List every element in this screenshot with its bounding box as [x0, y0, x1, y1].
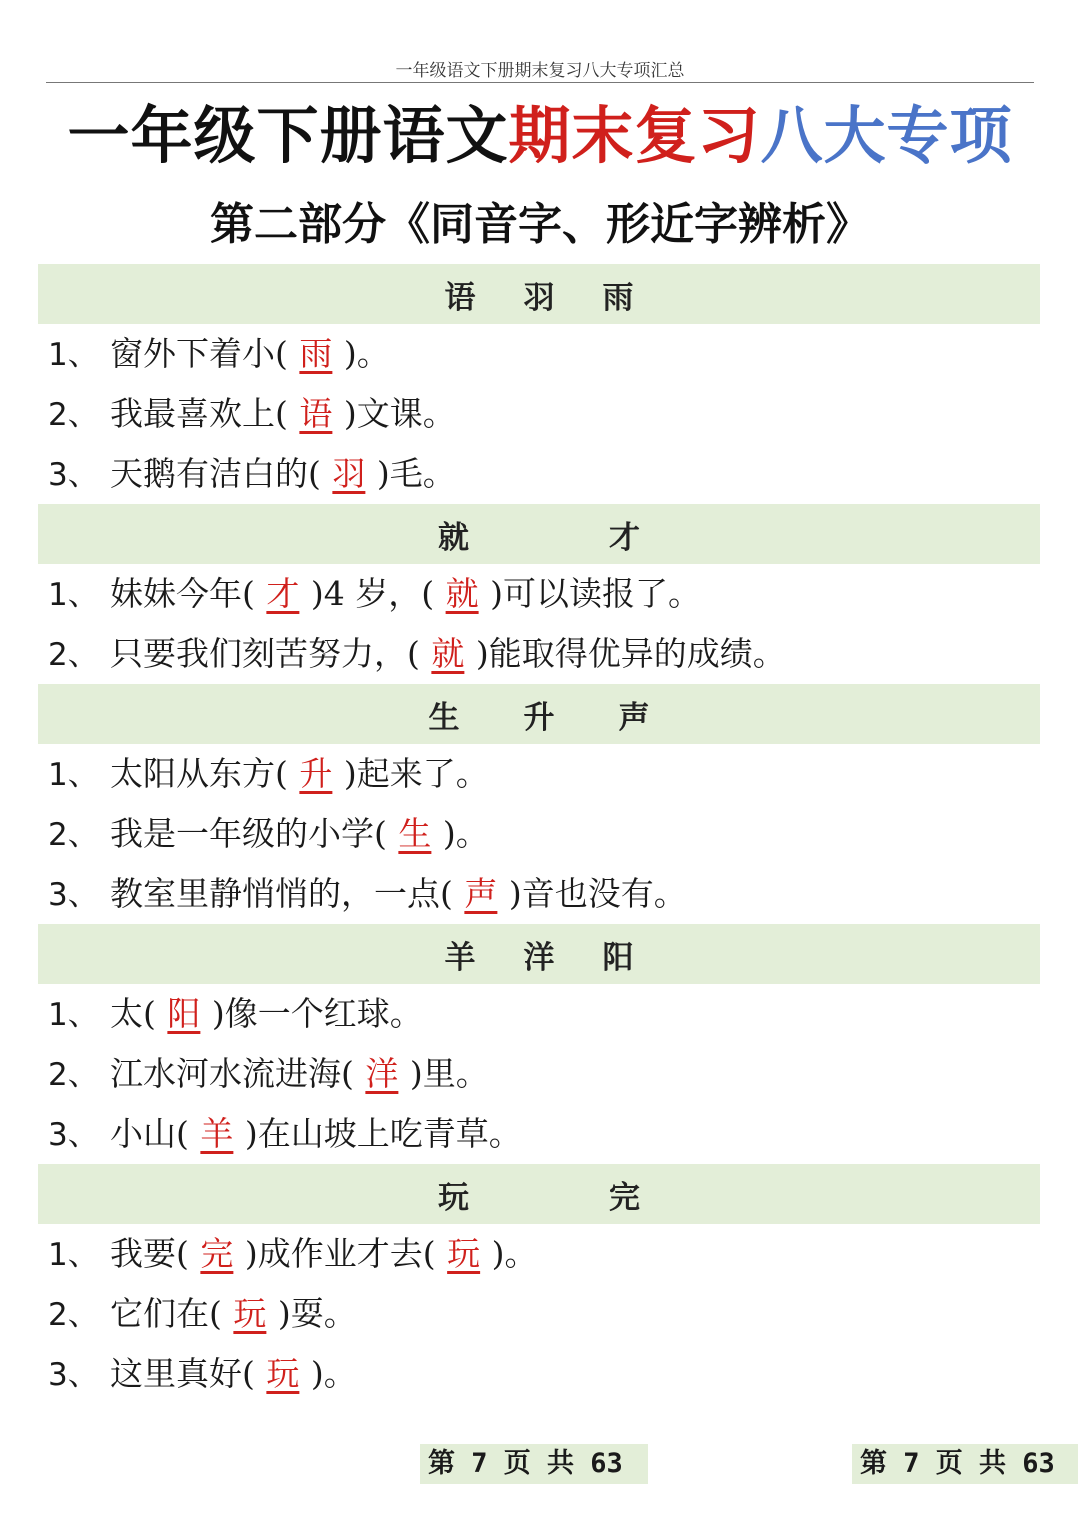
- group-char: 雨: [602, 279, 634, 316]
- answer-blank: 就: [431, 634, 465, 673]
- answer-blank: 升: [299, 754, 333, 793]
- question-row: [38, 804, 1040, 864]
- question-text: 我最喜欢上(: [110, 394, 288, 433]
- running-header: 一年级语文下册期末复习八大专项汇总: [395, 61, 685, 81]
- answer-blank: 洋: [365, 1054, 399, 1093]
- char-group-header: [38, 1164, 1040, 1224]
- question-number: 1、: [48, 577, 99, 613]
- question-text: )毛。: [376, 454, 456, 493]
- title-part-topics: 八大专项: [760, 99, 1013, 172]
- question-row: [38, 324, 1040, 384]
- question-text: 小山(: [110, 1114, 189, 1153]
- question-text: )耍。: [277, 1294, 357, 1333]
- question-row: [38, 444, 1040, 504]
- question-text: )在山坡上吃青草。: [244, 1114, 522, 1153]
- answer-blank: 就: [445, 574, 479, 613]
- answer-blank: 玩: [233, 1294, 267, 1333]
- group-char: 完: [609, 1179, 640, 1216]
- question-text: )像一个红球。: [211, 994, 423, 1033]
- question-row: [38, 864, 1040, 924]
- group-char: 阳: [602, 939, 634, 976]
- question-text: 只要我们刻苦努力，(: [110, 634, 420, 673]
- question-row: [38, 744, 1040, 804]
- group-char: 羊: [444, 939, 476, 976]
- question-number: 2、: [48, 397, 99, 433]
- answer-blank: 玩: [266, 1354, 300, 1393]
- question-number: 1、: [48, 337, 99, 373]
- question-text: )起来了。: [343, 754, 489, 793]
- question-text: )。: [310, 1354, 357, 1393]
- group-char: 才: [609, 519, 640, 556]
- question-text: 我是一年级的小学(: [110, 814, 387, 853]
- question-number: 2、: [48, 637, 99, 673]
- title-part-review: 期末复习: [508, 99, 761, 172]
- question-number: 2、: [48, 817, 99, 853]
- group-char: 语: [444, 279, 476, 316]
- answer-blank: 雨: [299, 334, 333, 373]
- question-text: )成作业才去(: [244, 1234, 436, 1273]
- question-number: 1、: [48, 757, 99, 793]
- char-group-header: [38, 684, 1040, 744]
- question-number: 3、: [48, 877, 99, 913]
- question-text: )里。: [409, 1054, 489, 1093]
- question-text: 我要(: [110, 1234, 189, 1273]
- answer-blank: 玩: [447, 1234, 481, 1273]
- group-char: 羽: [523, 279, 555, 316]
- question-text: )。: [442, 814, 489, 853]
- question-text: 太阳从东方(: [110, 754, 288, 793]
- page-number-label: 第 7 页 共 63: [420, 1444, 648, 1484]
- question-row: [38, 1284, 1040, 1344]
- question-text: )4 岁，(: [310, 574, 435, 613]
- question-row: [38, 624, 1040, 684]
- question-row: [38, 1344, 1040, 1404]
- question-number: 2、: [48, 1057, 99, 1093]
- question-text: )音也没有。: [508, 874, 687, 913]
- title-part-grade: 一年级下册语文: [67, 99, 509, 172]
- question-text: )文课。: [343, 394, 456, 433]
- question-number: 1、: [48, 1237, 99, 1273]
- question-row: [38, 1044, 1040, 1104]
- answer-blank: 声: [464, 874, 498, 913]
- question-number: 2、: [48, 1297, 99, 1333]
- group-char: 声: [618, 699, 650, 736]
- question-text: 妹妹今年(: [110, 574, 255, 613]
- exercise-list: [38, 264, 1040, 1404]
- char-group-header: [38, 924, 1040, 984]
- section-subtitle: 第二部分《同音字、形近字辨析》: [210, 199, 870, 250]
- answer-blank: 羽: [332, 454, 366, 493]
- question-text: )。: [491, 1234, 538, 1273]
- question-row: [38, 384, 1040, 444]
- question-text: 太(: [110, 994, 156, 1033]
- question-text: )能取得优异的成绩。: [475, 634, 786, 673]
- answer-blank: 完: [200, 1234, 234, 1273]
- group-char: 升: [523, 699, 555, 736]
- char-group-header: [38, 264, 1040, 324]
- group-char: 洋: [523, 939, 555, 976]
- question-number: 3、: [48, 457, 99, 493]
- char-group-header: [38, 504, 1040, 564]
- question-number: 3、: [48, 1357, 99, 1393]
- page-title: [0, 96, 1080, 176]
- question-row: [38, 564, 1040, 624]
- question-text: )可以读报了。: [490, 574, 701, 613]
- group-char: 玩: [438, 1179, 469, 1216]
- header-divider: [46, 82, 1034, 83]
- answer-blank: 生: [398, 814, 432, 853]
- answer-blank: 阳: [167, 994, 201, 1033]
- question-number: 1、: [48, 997, 99, 1033]
- answer-blank: 羊: [200, 1114, 234, 1153]
- answer-blank: 才: [266, 574, 300, 613]
- page-number-label: 第 7 页 共 63: [852, 1444, 1078, 1484]
- group-char: 就: [438, 519, 469, 556]
- question-row: [38, 1224, 1040, 1284]
- question-text: 它们在(: [110, 1294, 222, 1333]
- question-text: )。: [343, 334, 390, 373]
- answer-blank: 语: [299, 394, 333, 433]
- question-row: [38, 1104, 1040, 1164]
- question-text: 窗外下着小(: [110, 334, 288, 373]
- question-text: 江水河水流进海(: [110, 1054, 354, 1093]
- question-text: 教室里静悄悄的，一点(: [110, 874, 453, 913]
- group-char: 生: [428, 699, 460, 736]
- question-number: 3、: [48, 1117, 99, 1153]
- question-text: 天鹅有洁白的(: [110, 454, 321, 493]
- question-row: [38, 984, 1040, 1044]
- question-text: 这里真好(: [110, 1354, 255, 1393]
